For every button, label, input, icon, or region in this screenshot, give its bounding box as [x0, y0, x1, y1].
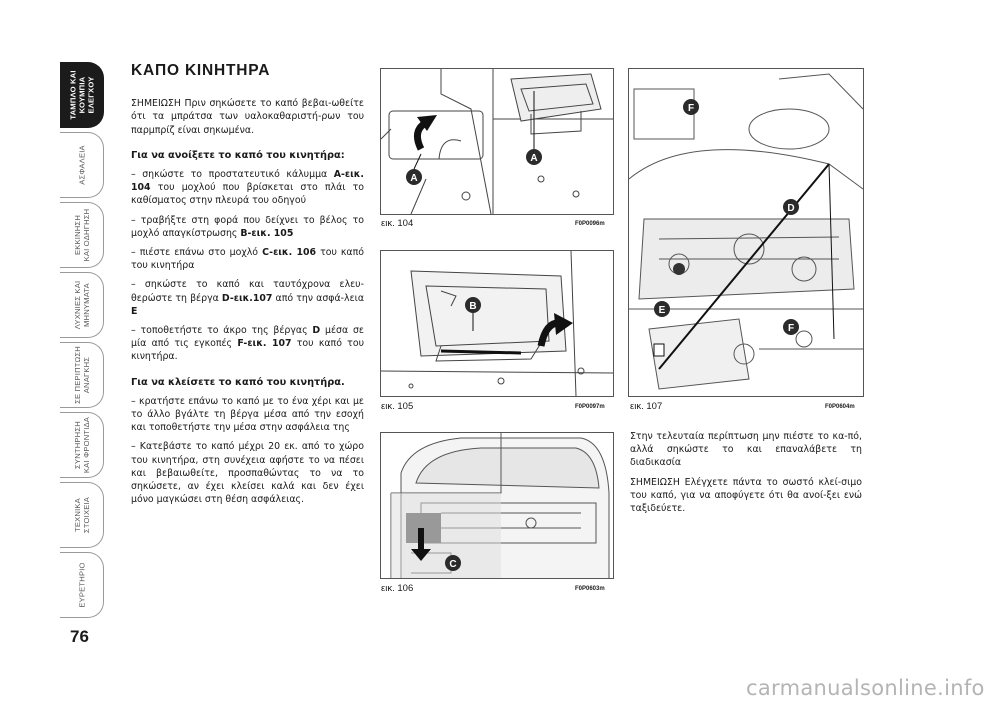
- right-paragraph-1: Στην τελευταία περίπτωση μην πιέστε το κα-πό, αλλά σηκώστε το και επαναλάβετε τη διαδικασία: [630, 431, 862, 469]
- figure-107: [628, 68, 864, 397]
- svg-text:C: C: [449, 559, 457, 570]
- close-step-2: – Κατεβάστε το καπό μέχρι 20 εκ. από το χώρο του κινητήρα, στη συνέχεια αφήστε το να πέσει και βεβαιωθείτε, προσπαθώντας το να το σηκώσετε, αν έχει κλείσει καλά και δεν έχει μόνο μαγκώσει στη θέση ασφάλειας.: [131, 441, 364, 506]
- open-step-1: – σηκώστε το προστατευτικό κάλυμμα A-εικ. 104 του μοχλού που βρίσκεται στο πλάι το καθίσματος στην πλευρά του οδηγού: [131, 169, 364, 207]
- tab-maintenance[interactable]: ΣΥΝΤΗΡΗΣΗ ΚΑΙ ΦΡΟΝΤΙΔΑ: [60, 412, 104, 478]
- figure-104-code: F0P0096m: [575, 221, 605, 227]
- figure-107-code: F0P0604m: [825, 404, 855, 410]
- figure-106-drawing: [381, 433, 613, 578]
- tab-starting-driving[interactable]: ΕΚΚΙΝΗΣΗ ΚΑΙ ΟΔΗΓΗΣΗ: [60, 202, 104, 268]
- open-step-4: – σηκώστε το καπό και ταυτόχρονα ελευ-θερώστε τη βέργα D-εικ.107 από την ασφά-λεια E: [131, 279, 364, 317]
- figure-104-drawing: [381, 69, 613, 214]
- text-column-left: [131, 64, 364, 512]
- figure-105-drawing: [381, 251, 613, 396]
- open-step-5: – τοποθετήστε το άκρο της βέργας D μέσα σε μία από τις εγκοπές F-εικ. 107 του καπό του κινητήρα.: [131, 325, 364, 363]
- watermark: carmanualsonline.info: [746, 676, 985, 700]
- note-wipers: ΣΗΜΕΙΩΣΗ Πριν σηκώσετε το καπό βεβαι-ωθείτε ότι τα μπράτσα των υαλοκαθαριστή-ρων του παρμπρίζ είναι σηκωμένα.: [131, 98, 364, 136]
- tab-technical-data[interactable]: ΤΕΧΝΙΚΑ ΣΤΟΙΧΕΙΑ: [60, 482, 104, 548]
- svg-text:D: D: [787, 203, 795, 214]
- figure-105: [380, 250, 614, 397]
- right-note: ΣΗΜΕΙΩΣΗ Ελέγχετε πάντα το σωστό κλεί-σιμο του καπό, για να αποφύγετε ότι θα ανοί-ξει ενώ ταξιδεύετε.: [630, 476, 862, 515]
- figure-105-code: F0P0097m: [575, 404, 605, 410]
- figure-106: [380, 432, 614, 579]
- svg-text:B: B: [469, 301, 477, 312]
- svg-text:A: A: [530, 153, 538, 164]
- figure-107-drawing: [629, 69, 863, 396]
- text-column-right: [630, 430, 862, 521]
- open-heading: Για να ανοίξετε το καπό του κινητήρα:: [131, 149, 345, 161]
- svg-text:A: A: [410, 173, 418, 184]
- svg-text:F: F: [687, 103, 695, 114]
- figure-104-caption: εικ. 104: [381, 218, 414, 229]
- open-step-2: – τραβήξτε στη φορά που δείχνει το βέλος το μοχλό απαγκίστρωσης B-εικ. 105: [131, 214, 364, 239]
- page-title: ΚΑΠΟ ΚΙΝΗΤΗΡΑ: [131, 62, 271, 79]
- tab-index[interactable]: ΕΥΡΕΤΗΡΙΟ: [60, 552, 104, 618]
- svg-text:E: E: [658, 305, 666, 316]
- tab-dashboard[interactable]: ΤΑΜΠΛΟ ΚΑΙ ΚΟΥΜΠΙΑ ΕΛΕΓΧΟΥ: [60, 62, 104, 128]
- figure-104: [380, 68, 614, 215]
- figure-105-caption: εικ. 105: [381, 401, 414, 412]
- close-step-1: – κρατήστε επάνω το καπό με το ένα χέρι και με το άλλο βγάλτε τη βέργα μέσα από την εσοχή και τοποθετήστε την μέσα στην ασφάλεια της: [131, 395, 364, 434]
- figure-106-code: F0P0603m: [575, 586, 605, 592]
- close-heading: Για να κλείσετε το καπό του κινητήρα.: [131, 376, 345, 388]
- svg-text:F: F: [787, 323, 795, 334]
- figure-106-caption: εικ. 106: [381, 583, 414, 594]
- tab-safety[interactable]: ΑΣΦΑΛΕΙΑ: [60, 132, 104, 198]
- page-number: 76: [70, 627, 89, 646]
- tab-warning-lights[interactable]: ΛΥΧΝΙΕΣ ΚΑΙ ΜΗΝΥΜΑΤΑ: [60, 272, 104, 338]
- figure-107-caption: εικ. 107: [630, 401, 663, 412]
- tab-emergency[interactable]: ΣΕ ΠΕΡΙΠΤΩΣΗ ΑΝΑΓΚΗΣ: [60, 342, 104, 408]
- open-step-3: – πιέστε επάνω στο μοχλό C-εικ. 106 του καπό του κινητήρα: [131, 247, 364, 272]
